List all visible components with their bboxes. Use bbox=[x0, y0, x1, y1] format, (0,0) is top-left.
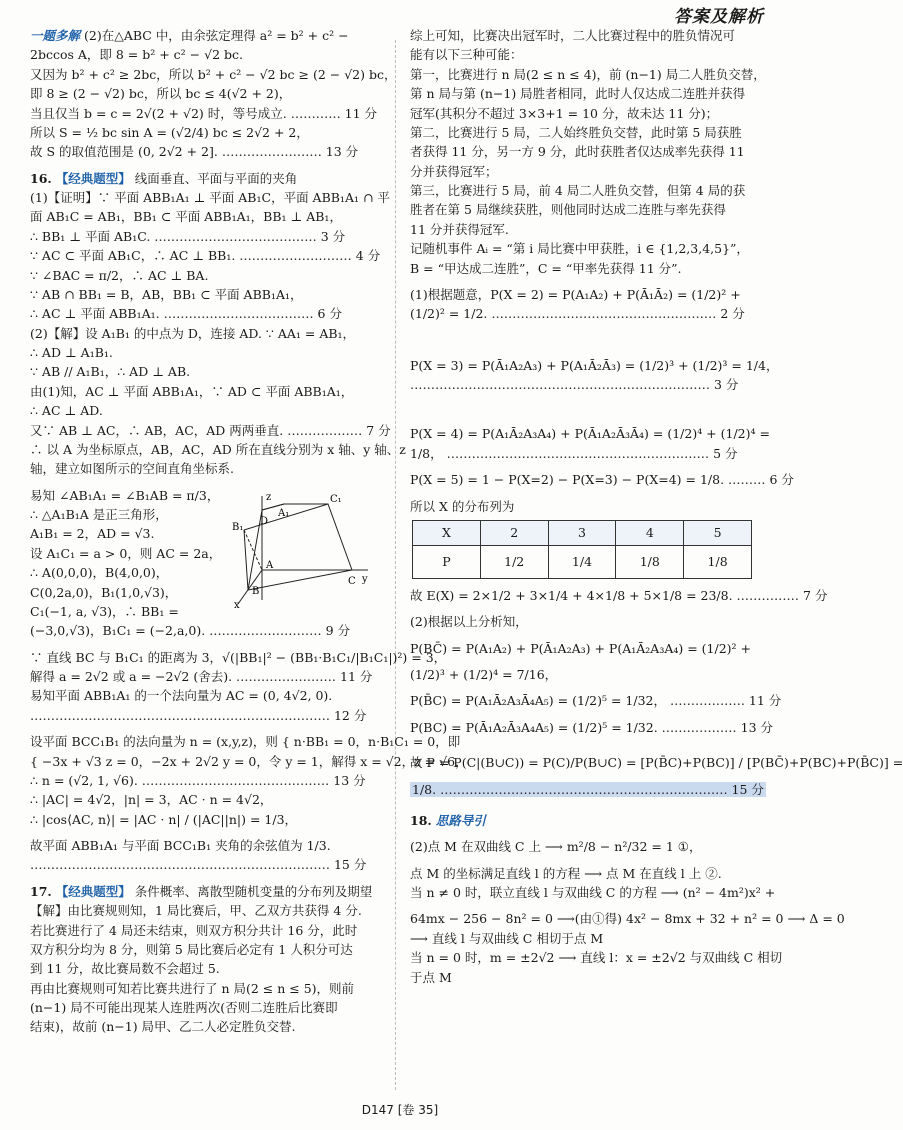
solution-line: 故平面 ABB₁A₁ 与平面 BCC₁B₁ 夹角的余弦值为 1/3. bbox=[30, 838, 331, 853]
table-cell: 1/4 bbox=[548, 545, 616, 578]
solution-line: { −3x + √3 z = 0，−2x + 2√2 y = 0，令 y = 1，解得 x = √2，z = √6， bbox=[30, 753, 468, 769]
solution-line: ∴ AD ⊥ A₁B₁. bbox=[30, 345, 113, 360]
solution-line: 2bccos A，即 8 = b² + c² − √2 bc. bbox=[30, 47, 243, 63]
page-number: D147 [卷 35] bbox=[361, 1103, 439, 1118]
solution-line: 1/8， ……………………………………………………… 5 分 bbox=[410, 445, 738, 461]
solution-line: 于点 M bbox=[410, 969, 452, 985]
distribution-table bbox=[412, 520, 752, 579]
solution-line: 64mx − 256 − 8n² = 0 ⟶(由①得) 4x² − 8mx + 32 + n² = 0 ⟶ Δ = 0 bbox=[410, 911, 845, 927]
solution-line: 当 n ≠ 0 时，联立直线 l 与双曲线 C 的方程 ⟶ (n² − 4m²)x² + bbox=[410, 885, 776, 900]
solution-line: P(X = 3) = P(Ā₁A₂A₃) + P(A₁Ā₂Ā₃) = (1/2)³ + (1/2)³ = 1/4， bbox=[410, 357, 779, 373]
solution-line: P(BC) = P(Ā₁A₂Ā₃A₄A₅) = (1/2)⁵ = 1/32. ……………… 13 分 bbox=[410, 719, 774, 735]
solution-line: ⟶ 直线 l 与双曲线 C 相切于点 M bbox=[410, 930, 604, 946]
fig-label: C₁ bbox=[330, 494, 342, 505]
fig-label: B bbox=[252, 586, 260, 597]
solution-line: 又因为 b² + c² ≥ 2bc，所以 b² + c² − √2 bc ≥ (2 − √2) bc， bbox=[30, 66, 397, 82]
fig-label: D bbox=[260, 516, 269, 527]
table-row bbox=[413, 520, 752, 545]
solution-line: ∵ ∠BAC = π/2，∴ AC ⊥ BA. bbox=[30, 267, 209, 283]
table-row bbox=[413, 545, 752, 578]
topic-tag: 一题多解 bbox=[30, 28, 81, 43]
solution-line: ∴ n = (√2, 1, √6). ……………………………………… 13 分 bbox=[30, 772, 366, 788]
solution-line: 所以 S = ½ bc sin A = (√2/4) bc ≤ 2√2 + 2， bbox=[30, 124, 309, 140]
fig-label: z bbox=[266, 492, 272, 503]
solution-line: 易知平面 ABB₁A₁ 的一个法向量为 AC = (0, 4√2, 0). bbox=[30, 688, 333, 704]
solution-line: ∴ AC ⊥ 平面 ABB₁A₁. ……………………………… 6 分 bbox=[30, 306, 342, 322]
solution-line: 双方积分均为 8 分，则第 5 局比赛后必定有 1 人积分可达 bbox=[30, 941, 353, 957]
fig-label: B₁ bbox=[232, 522, 244, 533]
solution-line: 再由比赛规则可知若比赛共进行了 n 局(2 ≤ n ≤ 5)，则前 bbox=[30, 980, 355, 996]
table-header-cell: P bbox=[413, 545, 481, 578]
solution-line: 记随机事件 Aᵢ = “第 i 局比赛中甲获胜，i ∈ {1,2,3,4,5}”， bbox=[410, 241, 749, 257]
column-divider bbox=[395, 40, 396, 1090]
solution-line: 者获得 11 分，另一方 9 分，此时获胜者仅达成率先获得 11 bbox=[410, 144, 745, 160]
solution-line: ∴ |AC| = 4√2，|n| = 3，AC · n = 4√2， bbox=[30, 792, 273, 808]
solution-line: ∵ 直线 BC 与 B₁C₁ 的距离为 3，√(|BB₁|² − (BB₁·B₁C₁/|B₁C₁|)²) = 3， bbox=[30, 649, 447, 665]
solution-line: 易知 ∠AB₁A₁ = ∠B₁AB = π/3， bbox=[30, 487, 220, 503]
solution-line: 由(1)知，AC ⊥ 平面 ABB₁A₁，∵ AD ⊂ 平面 ABB₁A₁， bbox=[30, 383, 354, 399]
solution-line: 第三，比赛进行 5 局，前 4 局二人胜负交替，但第 4 局的获 bbox=[410, 183, 746, 198]
question-number: 17. bbox=[30, 883, 52, 899]
solution-line: 胜者在第 5 局继续获胜，则他同时达成二连胜与率先获得 bbox=[410, 202, 726, 218]
solution-line: 解得 a = 2√2 或 a = −2√2 (舍去). …………………… 11 分 bbox=[30, 669, 373, 684]
solution-line: 11 分并获得冠军. bbox=[410, 221, 509, 237]
solution-line: 分并获得冠军； bbox=[410, 163, 498, 179]
solution-line: 第一，比赛进行 n 局(2 ≤ n ≤ 4)，前 (n−1) 局二人胜负交替， bbox=[410, 66, 766, 82]
solution-line: (1)【证明】∵ 平面 ABB₁A₁ ⊥ 平面 AB₁C，平面 ABB₁A₁ ∩ 平 bbox=[30, 190, 390, 205]
fig-label: A₁ bbox=[278, 508, 290, 519]
solution-line: 当且仅当 b = c = 2√(2 + √2) 时，等号成立. ………… 11 分 bbox=[30, 105, 378, 121]
final-answer-line bbox=[410, 780, 772, 799]
solution-line: A₁B₁ = 2，AD = √3. bbox=[30, 526, 155, 542]
table-cell: 5 bbox=[684, 520, 752, 545]
solution-line: C(0,2a,0)，B₁(1,0,√3)， bbox=[30, 584, 178, 600]
edge-b-c bbox=[248, 570, 352, 590]
solution-line: ……………………………………………………………… 12 分 bbox=[30, 707, 367, 723]
solution-line: ∵ AB ∩ BB₁ = B，AB，BB₁ ⊂ 平面 ABB₁A₁， bbox=[30, 286, 303, 302]
coordinate-system-figure bbox=[232, 490, 372, 610]
solution-line: 又∵ AB ⊥ AC，∴ AB，AC，AD 两两垂直. ……………… 7 分 bbox=[30, 422, 391, 438]
question-tag: 【经典题型】 bbox=[55, 883, 131, 899]
solution-text: (2)在△ABC 中，由余弦定理得 a² = b² + c² − bbox=[84, 28, 349, 43]
table-cell: 4 bbox=[616, 520, 684, 545]
solution-line: (1)根据题意，P(X = 2) = P(A₁A₂) + P(Ā₁Ā₂) = (1/2)² + bbox=[410, 286, 741, 302]
question-18-heading bbox=[410, 811, 772, 830]
question-17-heading bbox=[30, 882, 382, 901]
solution-line: 设 A₁C₁ = a > 0，则 AC = 2a， bbox=[30, 545, 222, 561]
edge-b1-b bbox=[244, 530, 248, 590]
solution-line: P(B̄C) = P(A₁Ā₂A₃Ā₄A₅) = (1/2)⁵ = 1/32， ……………… 11 分 bbox=[410, 693, 782, 709]
solution-line: P(X = 5) = 1 − P(X=2) − P(X=3) − P(X=4) = 1/8. ……… 6 分 bbox=[410, 472, 794, 488]
solution-line: ……………………………………………………………… 3 分 bbox=[410, 377, 739, 392]
table-cell: 3 bbox=[548, 520, 616, 545]
question-title: 线面垂直、平面与平面的夹角 bbox=[134, 170, 298, 186]
page-header-title: 答案及解析 bbox=[674, 7, 764, 27]
solution-line: ∴ BB₁ ⊥ 平面 AB₁C. ………………………………… 3 分 bbox=[30, 228, 346, 244]
question-tag: 【经典题型】 bbox=[55, 170, 131, 186]
fig-label: C bbox=[348, 576, 356, 587]
solution-line: 即 8 ≥ (2 − √2) bc，所以 bc ≤ 4(√2 + 2)， bbox=[30, 86, 292, 102]
top-face-edges bbox=[262, 504, 352, 570]
highlighted-answer: 1/8. …………………………………………………………… 15 分 bbox=[412, 781, 764, 797]
solution-line: 面 AB₁C = AB₁，BB₁ ⊂ 平面 ABB₁A₁，BB₁ ⊥ AB₁， bbox=[30, 209, 342, 225]
solution-line: 故 S 的取值范围是 (0, 2√2 + 2]. …………………… 13 分 bbox=[30, 144, 359, 160]
solution-line: ∴ |cos⟨AC, n⟩| = |AC · n| / (|AC||n|) = 1/3， bbox=[30, 811, 298, 827]
table-cell: 1/8 bbox=[616, 545, 684, 578]
solution-line: 轴，建立如图所示的空间直角坐标系. bbox=[30, 461, 234, 477]
solution-line: 若比赛进行了 4 局还未结束，则双方积分共计 16 分，此时 bbox=[30, 922, 358, 938]
solution-line: 结束)，故前 (n−1) 局甲、乙二人必定胜负交替. bbox=[30, 1019, 296, 1035]
table-cell: 1/8 bbox=[684, 545, 752, 578]
solution-line: (2)根据以上分析知， bbox=[410, 614, 528, 630]
solution-line: P(BC̄) = P(A₁A₂) + P(Ā₁A₂A₃) + P(A₁Ā₂A₃A₄) = (1/2)² + bbox=[410, 640, 751, 656]
solution-line: ……………………………………………………………… 15 分 bbox=[30, 857, 367, 873]
solution-line: C₁(−1, a, √3)，∴ BB₁ = bbox=[30, 603, 179, 619]
solution-line: 设平面 BCC₁B₁ 的法向量为 n = (x,y,z)，则 { n·BB₁ = 0，n·B₁C₁ = 0，即 bbox=[30, 734, 461, 750]
solution-line: ∵ AB // A₁B₁，∴ AD ⊥ AB. bbox=[30, 364, 191, 380]
solution-line: (1/2)³ + (1/2)⁴ = 7/16， bbox=[410, 667, 558, 682]
solution-line: P(X = 4) = P(A₁Ā₂A₃A₄) + P(Ā₁A₂Ā₃Ā₄) = (1/2)⁴ + (1/2)⁴ = bbox=[410, 426, 770, 442]
solution-line: ∴ A(0,0,0)，B(4,0,0)， bbox=[30, 565, 169, 581]
solution-line: 故 P = P(C|(B∪C)) = P(C)/P(B∪C) = [P(B̄C)+P(BC)] / [P(BC̄)+P(BC)+P(B̄C)] = bbox=[410, 755, 903, 771]
fig-label: x bbox=[234, 600, 240, 611]
solution-line: (2)【解】设 A₁B₁ 的中点为 D，连接 AD. ∵ AA₁ = AB₁， bbox=[30, 325, 356, 341]
right-column bbox=[410, 26, 903, 987]
solution-line: (2)点 M 在双曲线 C 上 ⟶ m²/8 − n²/32 = 1 ①， bbox=[410, 839, 702, 855]
solution-line: 所以 X 的分布列为 bbox=[410, 498, 515, 514]
table-cell: 1/2 bbox=[480, 545, 548, 578]
solution-line: 当 n = 0 时，m = ±2√2 ⟶ 直线 l：x = ±2√2 与双曲线 C 相切 bbox=[410, 950, 783, 966]
solution-line: 【解】由比赛规则知，1 局比赛后，甲、乙双方共获得 4 分. bbox=[30, 903, 362, 919]
question-tag: 思路导引 bbox=[435, 812, 486, 828]
solution-line: 故 E(X) = 2×1/2 + 3×1/4 + 4×1/8 + 5×1/8 = 23/8. …………… 7 分 bbox=[410, 587, 828, 603]
solution-line: 能有以下三种可能： bbox=[410, 47, 523, 63]
question-number: 18. bbox=[410, 812, 432, 828]
fig-label: y bbox=[362, 574, 368, 585]
table-cell: 2 bbox=[480, 520, 548, 545]
solution-line: 第二，比赛进行 5 局，二人始终胜负交替，此时第 5 局获胜 bbox=[410, 124, 742, 140]
solution-line bbox=[30, 26, 382, 45]
solution-line: 到 11 分，故比赛局数不会超过 5. bbox=[30, 961, 220, 977]
fig-label: A bbox=[266, 560, 274, 571]
solution-line: ∴ AC ⊥ AD. bbox=[30, 403, 103, 419]
solution-line: ∵ AC ⊂ 平面 AB₁C，∴ AC ⊥ BB₁. ……………………… 4 分 bbox=[30, 248, 381, 264]
solution-line: ∴ 以 A 为坐标原点，AB，AC，AD 所在直线分别为 x 轴、y 轴、z bbox=[30, 441, 406, 457]
solution-line: (−3,0,√3)，B₁C₁ = (−2,a,0). ……………………… 9 分 bbox=[30, 623, 351, 639]
solution-line: 第 n 局与第 (n−1) 局胜者相同，此时人仅达成二连胜并获得 bbox=[410, 86, 746, 102]
table-header-cell: X bbox=[413, 520, 481, 545]
question-title: 条件概率、离散型随机变量的分布列及期望 bbox=[134, 883, 373, 899]
solution-line: (1/2)² = 1/2. ……………………………………………… 2 分 bbox=[410, 306, 745, 322]
solution-line: (n−1) 局不可能出现某人连胜两次(否则二连胜后比赛即 bbox=[30, 1000, 338, 1015]
question-16-heading bbox=[30, 169, 382, 188]
solution-line: ∴ △A₁B₁A 是正三角形， bbox=[30, 507, 168, 522]
solution-line: 综上可知，比赛决出冠军时，二人比赛过程中的胜负情况可 bbox=[410, 28, 736, 43]
solution-line: 点 M 的坐标满足直线 l 的方程 ⟶ 点 M 在直线 l 上 ②. bbox=[410, 865, 722, 881]
question-number: 16. bbox=[30, 170, 52, 186]
solution-line: 冠军(其积分不超过 3×3+1 = 10 分，故未达 11 分)； bbox=[410, 105, 719, 121]
solution-line: B = “甲达成二连胜”，C = “甲率先获得 11 分”. bbox=[410, 260, 682, 276]
